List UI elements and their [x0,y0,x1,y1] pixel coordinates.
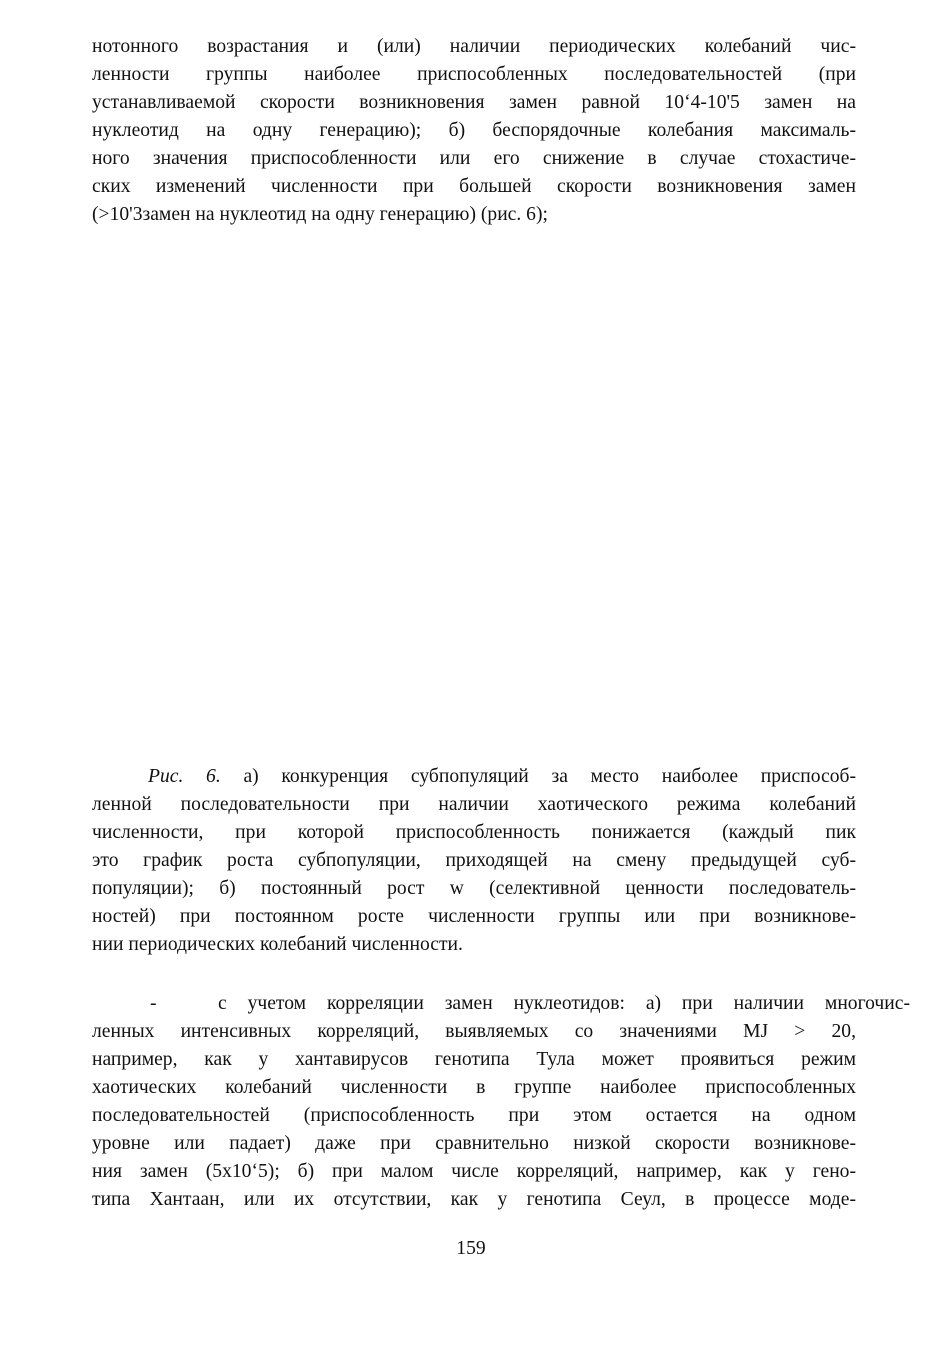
text-line: ния замен (5x10‘5); б) при малом числе корреляций, например, как у гено- [92,1161,856,1182]
text-line: это график роста субпопуляции, приходящей на смену предыдущей суб- [92,850,856,871]
text-line: типа Хантаан, или их отсутствии, как у генотипа Сеул, в процессе моде- [92,1189,856,1210]
text-line: нотонного возрастания и (или) наличии периодических колебаний чис- [92,36,856,57]
caption-first-line [148,763,856,791]
text-line: хаотических колебаний численности в группе наиболее приспособленных [92,1077,856,1098]
text-line: численности, при которой приспособленность понижается (каждый пик [92,822,856,843]
text-line: ленных интенсивных корреляций, выявляемых со значениями MJ > 20, [92,1021,856,1042]
text-line: ских изменений численности при большей скорости возникновения замен [92,176,856,197]
text-line: нуклеотид на одну генерацию); б) беспорядочные колебания максималь- [92,120,856,141]
text-line: ленности группы наиболее приспособленных последовательностей (при [92,64,856,85]
text-line: устанавливаемой скорости возникновения замен равной 10‘4-10'5 замен на [92,92,856,113]
text-line: с учетом корреляции замен нуклеотидов: а) при наличии многочис- [218,993,910,1014]
page-number: 159 [456,1238,486,1259]
list-bullet: - [150,993,157,1014]
text-line: последовательностей (приспособленность при этом остается на одном [92,1105,856,1126]
text-line: ного значения приспособленности или его снижение в случае стохастиче- [92,148,856,169]
figure-placeholder [92,240,856,750]
text-line: ленной последовательности при наличии хаотического режима колебаний [92,794,856,815]
caption-label: Рис. 6. [148,766,221,787]
caption-text: а) конкуренция субпопуляций за место наиболее приспособ- [243,766,856,787]
text-line: уровне или падает) даже при сравнительно низкой скорости возникнове- [92,1133,856,1154]
text-line: нии периодических колебаний численности. [92,934,463,955]
text-line: например, как у хантавирусов генотипа Тула может проявиться режим [92,1049,856,1070]
text-line: ностей) при постоянном росте численности группы или при возникнове- [92,906,856,927]
text-line: (>10'3замен на нуклеотид на одну генерацию) (рис. 6); [92,204,548,225]
text-line: популяции); б) постоянный рост w (селективной ценности последователь- [92,878,856,899]
